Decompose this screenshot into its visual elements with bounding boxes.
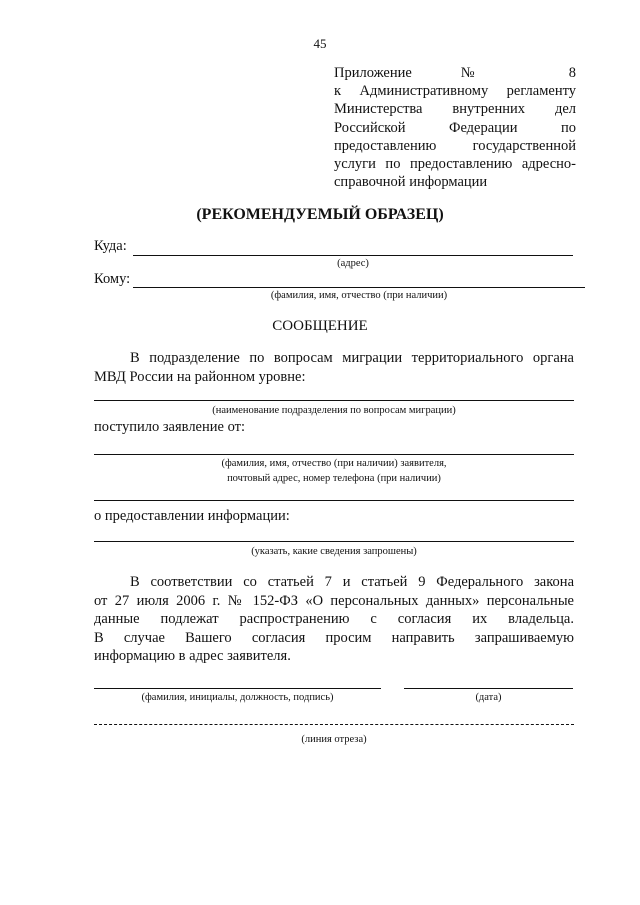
to-where-caption: (адрес): [337, 258, 369, 269]
consent-line: В случае Вашего согласия просим направить запрашиваемую: [94, 629, 574, 646]
subdivision-field[interactable]: [94, 400, 574, 401]
to-whom-field[interactable]: [133, 287, 585, 288]
date-field[interactable]: [404, 688, 573, 689]
annex-header: [334, 64, 576, 191]
sample-title: (РЕКОМЕНДУЕМЫЙ ОБРАЗЕЦ): [196, 206, 444, 223]
info-caption: (указать, какие сведения запрошены): [251, 546, 417, 557]
to-whom-caption: (фамилия, имя, отчество (при наличии): [270, 290, 448, 301]
cut-line: [94, 724, 574, 725]
consent-line: В соответствии со статьей 7 и статьей 9 Федерального закона: [130, 574, 574, 590]
consent-line: от 27 июля 2006 г. № 152-ФЗ «О персональных данных» персональные: [94, 592, 574, 609]
annex-line: услуги по предоставлению адресно-: [334, 156, 576, 173]
annex-line: предоставлению государственной: [334, 137, 576, 154]
received-label: поступило заявление от:: [94, 419, 245, 435]
intro-line: МВД России на районном уровне:: [94, 368, 306, 385]
annex-line: к Административному регламенту: [334, 83, 576, 100]
signature-field[interactable]: [94, 688, 381, 689]
date-caption: (дата): [475, 692, 502, 703]
signature-caption: (фамилия, инициалы, должность, подпись): [141, 692, 334, 703]
cut-line-caption: (линия отреза): [301, 734, 367, 745]
intro-paragraph: [94, 349, 574, 386]
about-label: о предоставлении информации:: [94, 508, 290, 524]
page-number: 45: [313, 36, 327, 51]
applicant-caption-2: почтовый адрес, номер телефона (при наличии): [227, 473, 441, 484]
subdivision-caption: (наименование подразделения по вопросам миграции): [212, 405, 456, 416]
to-whom-label: Кому:: [94, 271, 131, 287]
to-where-label: Куда:: [94, 238, 127, 254]
info-field[interactable]: [94, 541, 574, 542]
annex-line: Министерства внутренних дел: [334, 101, 576, 118]
consent-paragraph: [94, 573, 574, 666]
annex-line: Приложение № 8: [334, 65, 576, 81]
to-where-field[interactable]: [133, 255, 573, 256]
intro-line: В подразделение по вопросам миграции территориального органа: [130, 350, 574, 366]
applicant-extra-field[interactable]: [94, 500, 574, 501]
annex-line: Российской Федерации по: [334, 119, 576, 136]
consent-line: информацию в адрес заявителя.: [94, 648, 291, 664]
applicant-caption-1: (фамилия, имя, отчество (при наличии) заявителя,: [221, 458, 447, 469]
annex-line: справочной информации: [334, 174, 488, 191]
applicant-field[interactable]: [94, 454, 574, 455]
consent-line: данные подлежат распространению с согласия их владельца.: [94, 611, 574, 627]
message-title: СООБЩЕНИЕ: [272, 318, 368, 334]
